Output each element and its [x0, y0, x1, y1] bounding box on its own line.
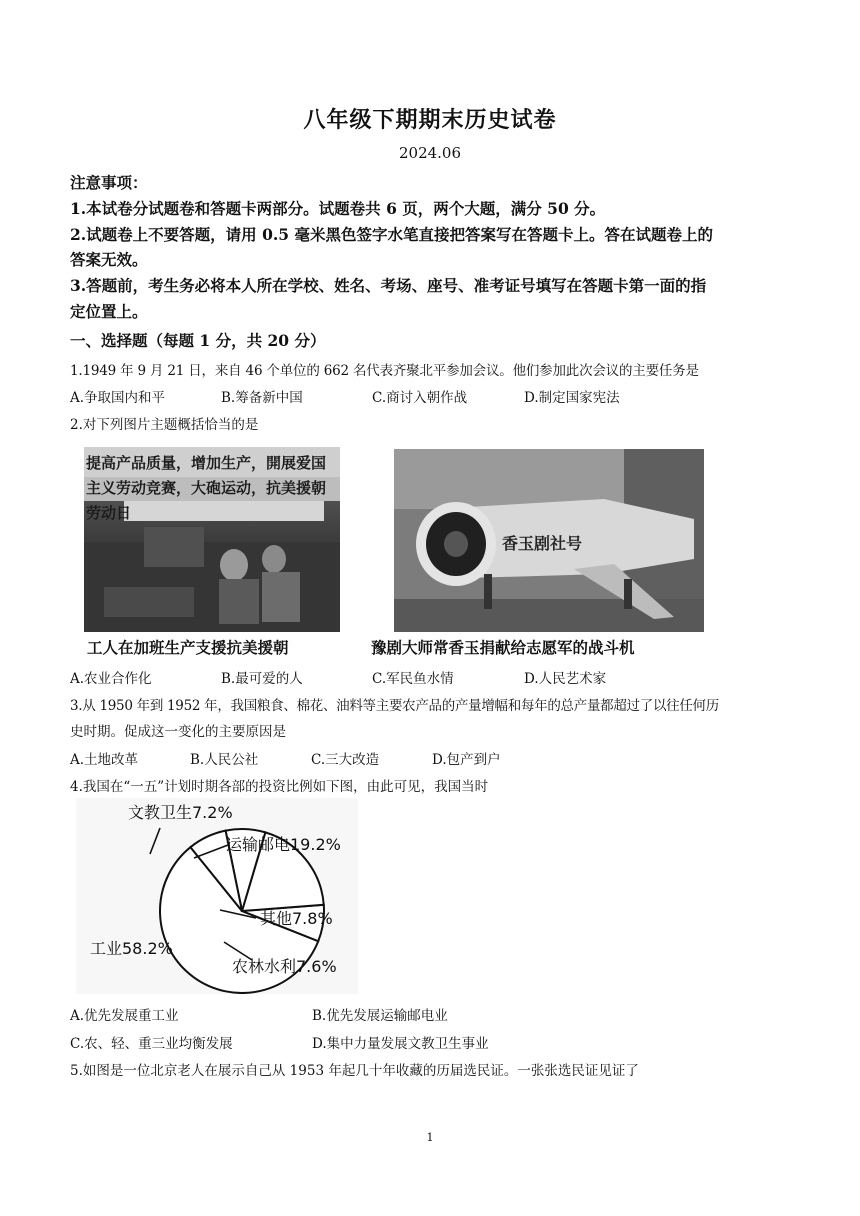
- notice-item-3-line2: 定位置上。: [70, 302, 148, 321]
- q4-option-b[interactable]: B.优先发展运输邮电业: [312, 1008, 448, 1024]
- fighter-jet-photo: [394, 449, 704, 632]
- workers-photo-banner: 提高产品质量，增加生产，開展爱国主义劳动竞赛，大砲运动，抗美援朝劳动日: [86, 454, 327, 522]
- q2-option-b[interactable]: B.最可爱的人: [221, 671, 303, 687]
- pie-slice-label: 运输邮电19.2%: [226, 835, 341, 854]
- q3-option-d[interactable]: D.包产到户: [432, 752, 501, 768]
- q2-option-d[interactable]: D.人民艺术家: [524, 671, 607, 687]
- question-3-stem-line2: 史时期。促成这一变化的主要原因是: [70, 724, 286, 740]
- question-5-stem: 5.如图是一位北京老人在展示自己从 1953 年起几十年收藏的历届选民证。一张张选民证见证了: [70, 1063, 639, 1079]
- question-4-stem: 4.我国在“一五”计划时期各部的投资比例如下图，由此可见，我国当时: [70, 779, 489, 795]
- pie-slice-label: 文教卫生7.2%: [128, 803, 233, 822]
- q4-option-d[interactable]: D.集中力量发展文教卫生事业: [312, 1036, 489, 1052]
- q1-option-b[interactable]: B.筹备新中国: [221, 390, 303, 406]
- notice-heading: 注意事项：: [70, 173, 148, 192]
- pie-slice-label: 其他7.8%: [260, 909, 333, 928]
- page-number: 1: [426, 1131, 434, 1144]
- pie-slice-label: 农林水利7.6%: [232, 957, 337, 976]
- q1-option-c[interactable]: C.商讨入朝作战: [372, 390, 468, 406]
- notice-item-3-line1: 3.答题前，考生务必将本人所在学校、姓名、考场、座号、准考证号填写在答题卡第一面的指: [70, 276, 707, 295]
- question-2-stem: 2.对下列图片主题概括恰当的是: [70, 417, 259, 433]
- fighter-jet-inscription: 香玉剧社号: [502, 534, 583, 553]
- q3-option-c[interactable]: C.三大改造: [311, 752, 380, 768]
- q4-option-c[interactable]: C.农、轻、重三业均衡发展: [70, 1036, 233, 1052]
- investment-pie-chart: [76, 798, 358, 994]
- exam-date: 2024.06: [398, 144, 462, 162]
- notice-item-1: 1.本试卷分试题卷和答题卡两部分。试题卷共 6 页，两个大题，满分 50 分。: [70, 199, 606, 218]
- q2-option-a[interactable]: A.农业合作化: [70, 671, 152, 687]
- section-heading: 一、选择题（每题 1 分，共 20 分）: [70, 331, 326, 350]
- q1-option-a[interactable]: A.争取国内和平: [70, 390, 166, 406]
- question-3-stem-line1: 3.从 1950 年到 1952 年，我国粮食、棉花、油料等主要农产品的产量增幅和每年的总产量都超过了以往任何历: [70, 698, 719, 714]
- q1-option-d[interactable]: D.制定国家宪法: [524, 390, 620, 406]
- q3-option-a[interactable]: A.土地改革: [70, 752, 139, 768]
- notice-item-2-line1: 2.试题卷上不要答题，请用 0.5 毫米黑色签字水笔直接把答案写在答题卡上。答在试题卷上的: [70, 225, 713, 244]
- notice-item-2-line2: 答案无效。: [70, 250, 148, 269]
- workers-photo: [84, 447, 340, 632]
- pie-slice-label: 工业58.2%: [90, 939, 173, 958]
- q4-option-a[interactable]: A.优先发展重工业: [70, 1008, 179, 1024]
- page-title: 八年级下期期末历史试卷: [303, 107, 557, 133]
- q2-option-c[interactable]: C.军民鱼水情: [372, 671, 454, 687]
- caption-fighter-jet: 豫剧大师常香玉捐献给志愿军的战斗机: [371, 639, 635, 657]
- q3-option-b[interactable]: B.人民公社: [190, 752, 259, 768]
- question-1-stem: 1.1949 年 9 月 21 日，来自 46 个单位的 662 名代表齐聚北平参加会议。他们参加此次会议的主要任务是: [70, 363, 699, 379]
- caption-workers: 工人在加班生产支援抗美援朝: [87, 639, 289, 657]
